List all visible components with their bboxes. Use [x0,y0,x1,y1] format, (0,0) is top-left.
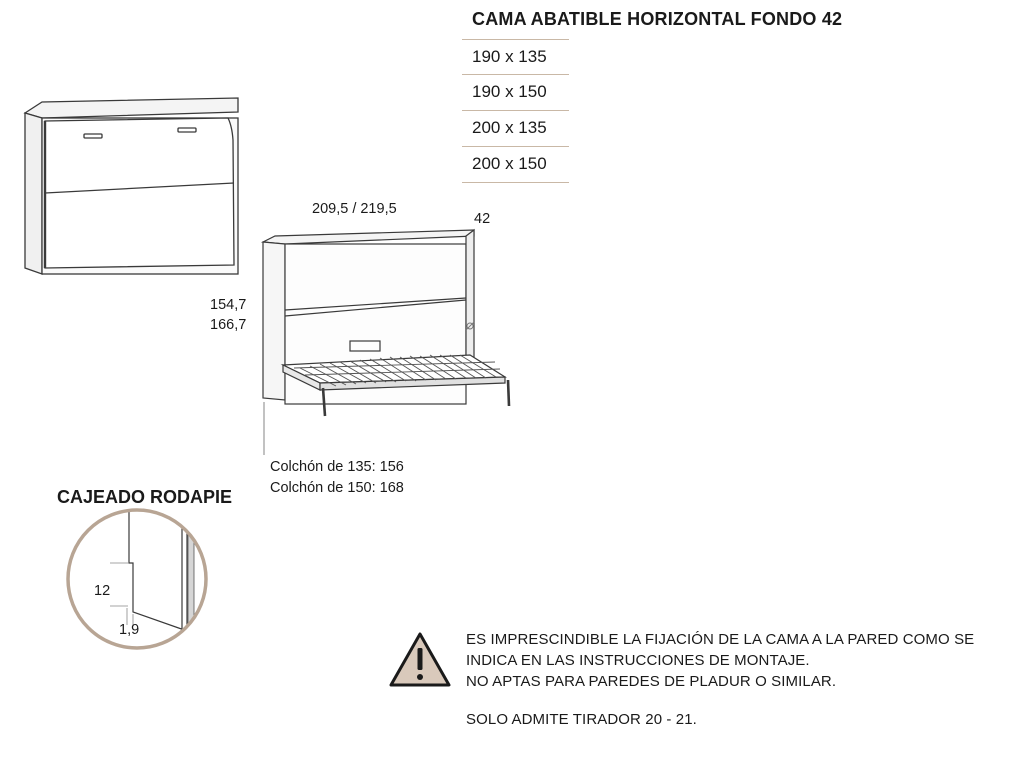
size-option: 200 x 135 [462,111,569,147]
width-dimension: 209,5 / 219,5 [312,201,397,217]
size-option: 200 x 150 [462,147,569,183]
size-option: 190 x 150 [462,75,569,111]
height-dimension-2: 166,7 [210,317,247,333]
notice-line-1: ES IMPRESCINDIBLE LA FIJACIÓN DE LA CAMA A LA PARED COMO SE [466,631,975,648]
notice-line-2: INDICA EN LAS INSTRUCCIONES DE MONTAJE. [466,652,810,669]
product-title: CAMA ABATIBLE HORIZONTAL FONDO 42 [472,9,843,29]
detail-title: CAJEADO RODAPIE [57,487,233,507]
detail-height-value: 12 [94,583,111,599]
mattress-150-height: Colchón de 150: 168 [270,480,404,496]
size-option: 190 x 135 [462,39,569,75]
warning-icon [388,630,452,690]
mattress-135-height: Colchón de 135: 156 [270,459,404,475]
detail-width-value: 1,9 [119,622,140,638]
height-dimension-1: 154,7 [210,297,247,313]
notice-line-3: NO APTAS PARA PAREDES DE PLADUR O SIMILAR. [466,673,837,690]
notice-line-4: SOLO ADMITE TIRADOR 20 - 21. [466,711,697,728]
size-table [462,39,569,183]
depth-dimension: 42 [474,211,491,227]
